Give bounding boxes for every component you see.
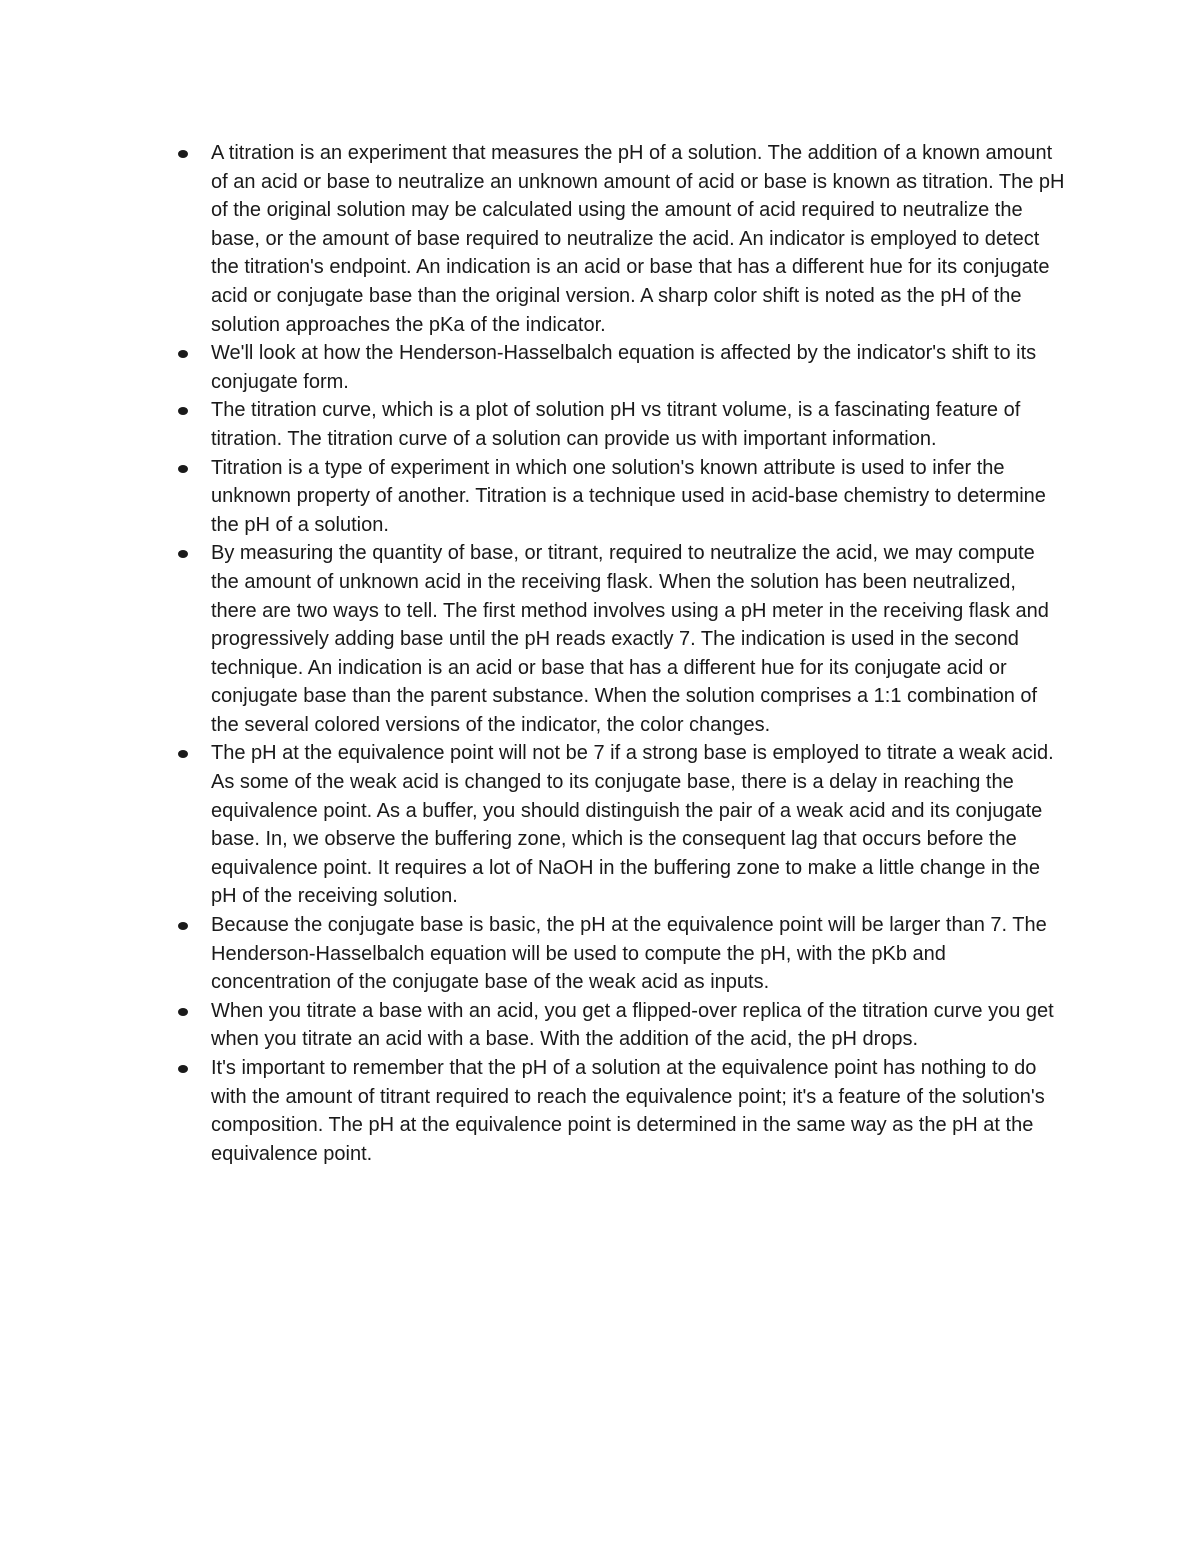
list-item [176,454,1066,540]
list-item-text: The pH at the equivalence point will not be 7 if a strong base is employed to titrate a weak acid. As some of the weak acid is changed to its conjugate base, there is a delay in reaching the equivalence point. As a buffer, you should distinguish the pair of a weak acid and its conjugate base. In, we observe the buffering zone, which is the consequent lag that occurs before the equivalence point. It requires a lot of NaOH in the buffering zone to make a little change in the pH of the receiving solution. [211,742,1054,908]
bullet-icon [178,407,188,415]
bullet-icon [178,350,188,358]
bullet-icon [178,750,188,758]
bullet-icon [178,1008,188,1016]
list-item [176,139,1066,339]
list-item [176,396,1066,453]
list-item [176,739,1066,911]
list-item [176,1054,1066,1168]
list-item-text: When you titrate a base with an acid, you get a flipped-over replica of the titration curve you get when you titrate an acid with a base. With the addition of the acid, the pH drops. [211,999,1054,1051]
list-item [176,911,1066,997]
bullet-icon [178,550,188,558]
list-item [176,997,1066,1054]
list-item-text: By measuring the quantity of base, or titrant, required to neutralize the acid, we may compute the amount of unknown acid in the receiving flask. When the solution has been neutralized, there are two ways to tell. The first method involves using a pH meter in the receiving flask and progressively adding base until the pH reads exactly 7. The indication is used in the second technique. An indication is an acid or base that has a different hue for its conjugate acid or conjugate base than the parent substance. When the solution comprises a 1:1 combination of the several colored versions of the indicator, the color changes. [211,542,1049,736]
bullet-icon [178,465,188,473]
list-item-text: We'll look at how the Henderson-Hasselbalch equation is affected by the indicator's shift to its conjugate form. [211,342,1037,393]
list-item-text: It's important to remember that the pH of a solution at the equivalence point has nothing to do with the amount of titrant required to reach the equivalence point; it's a feature of the solution's composition. The pH at the equivalence point is determined in the same way as the pH at the equivalence point. [211,1057,1045,1165]
list-item [176,339,1066,396]
list-item-text: The titration curve, which is a plot of solution pH vs titrant volume, is a fascinating feature of titration. The titration curve of a solution can provide us with important information. [211,399,1021,450]
bullet-list [176,139,1066,1168]
bullet-icon [178,922,188,930]
list-item [176,539,1066,739]
bullet-icon [178,150,188,158]
bullet-icon [178,1065,188,1073]
list-item-text: Because the conjugate base is basic, the pH at the equivalence point will be larger than 7. The Henderson-Hasselbalch equation will be used to compute the pH, with the pKb and concentration of the conjugate base of the weak acid as inputs. [211,914,1047,994]
list-item-text: Titration is a type of experiment in which one solution's known attribute is used to infer the unknown property of another. Titration is a technique used in acid-base chemistry to determine the pH of a solution. [211,456,1046,536]
list-item-text: A titration is an experiment that measures the pH of a solution. The addition of a known amount of an acid or base to neutralize an unknown amount of acid or base is known as titration. The pH of the original solution may be calculated using the amount of acid required to neutralize the base, or the amount of base required to neutralize the acid. An indicator is employed to detect the titration's endpoint. An indication is an acid or base that has a different hue for its conjugate acid or conjugate base than the original version. A sharp color shift is noted as the pH of the solution approaches the pKa of the indicator. [211,142,1065,336]
